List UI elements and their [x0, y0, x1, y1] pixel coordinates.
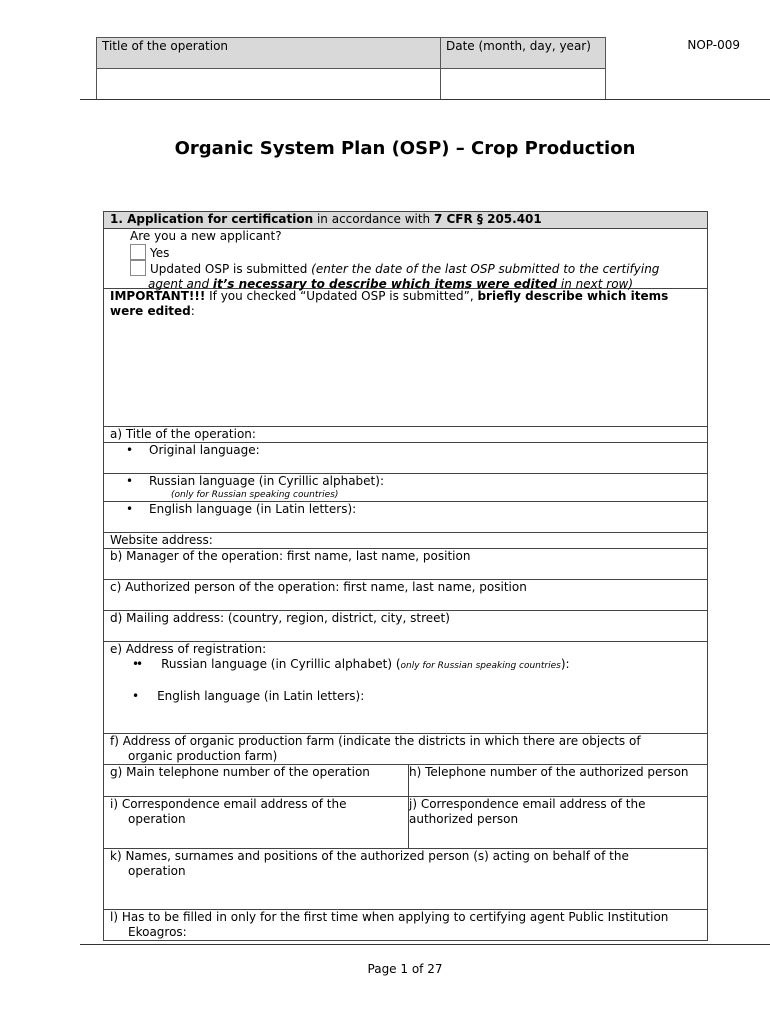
- field-h-phone[interactable]: h) Telephone number of the authorized person: [409, 765, 689, 779]
- field-website[interactable]: Website address:: [104, 533, 707, 549]
- important-edit-area[interactable]: IMPORTANT!!! If you checked “Updated OSP is submitted”, briefly describe which items were edited:: [104, 289, 707, 427]
- field-d-mailing[interactable]: d) Mailing address: (country, region, district, city, street): [104, 611, 707, 642]
- footer-divider: [80, 944, 770, 945]
- applicant-question: Are you a new applicant? Yes Updated OSP is submitted (enter the date of the last OSP submitted to the certifying agent and it’s necessary to describe which items were edited in next row): [104, 229, 707, 289]
- date-label-cell: Date (month, day, year): [441, 38, 606, 69]
- field-a-title: a) Title of the operation:: [104, 427, 707, 443]
- date-input-cell[interactable]: [441, 69, 606, 100]
- yes-label: Yes: [150, 246, 170, 260]
- field-a-original[interactable]: • Original language:: [104, 443, 707, 474]
- field-b-manager[interactable]: b) Manager of the operation: first name, last name, position: [104, 549, 707, 580]
- row-g-h: [104, 765, 707, 797]
- field-k-authorized-persons[interactable]: k) Names, surnames and positions of the authorized person (s) acting on behalf of the operation: [104, 849, 707, 910]
- field-e-registration[interactable]: e) Address of registration: • • Russian language (in Cyrillic alphabet) (only for Russian speaking countries): • English language (in Latin letters):: [104, 642, 707, 734]
- title-label-cell: Title of the operation: [97, 38, 441, 69]
- page-number: Page 1 of 27: [367, 962, 443, 976]
- header-table: [96, 37, 606, 100]
- field-l-first-time[interactable]: l) Has to be filled in only for the first time when applying to certifying agent Public Institution Ekoagros:: [104, 910, 707, 941]
- form-box: [103, 211, 708, 941]
- updated-osp-checkbox[interactable]: [130, 260, 146, 276]
- section-heading: 1. Application for certification in accordance with 7 CFR § 205.401: [104, 212, 707, 229]
- field-j-email[interactable]: j) Correspondence email address of the authorized person: [409, 797, 646, 826]
- page-title: Organic System Plan (OSP) – Crop Production: [174, 138, 636, 159]
- row-i-j: [104, 797, 707, 849]
- field-a-english[interactable]: • English language (in Latin letters):: [104, 502, 707, 533]
- header-divider: [80, 99, 770, 100]
- yes-checkbox[interactable]: [130, 244, 146, 260]
- field-g-phone[interactable]: g) Main telephone number of the operation: [104, 765, 409, 796]
- title-input-cell[interactable]: [97, 69, 441, 100]
- field-i-email[interactable]: i) Correspondence email address of the operation: [104, 797, 409, 848]
- field-f-farm-address[interactable]: f) Address of organic production farm (indicate the districts in which there are objects of organic production farm): [104, 734, 707, 765]
- field-c-authorized[interactable]: c) Authorized person of the operation: first name, last name, position: [104, 580, 707, 611]
- document-code: NOP-009: [687, 38, 740, 52]
- field-a-russian[interactable]: • Russian language (in Cyrillic alphabet): (only for Russian speaking countries): [104, 474, 707, 502]
